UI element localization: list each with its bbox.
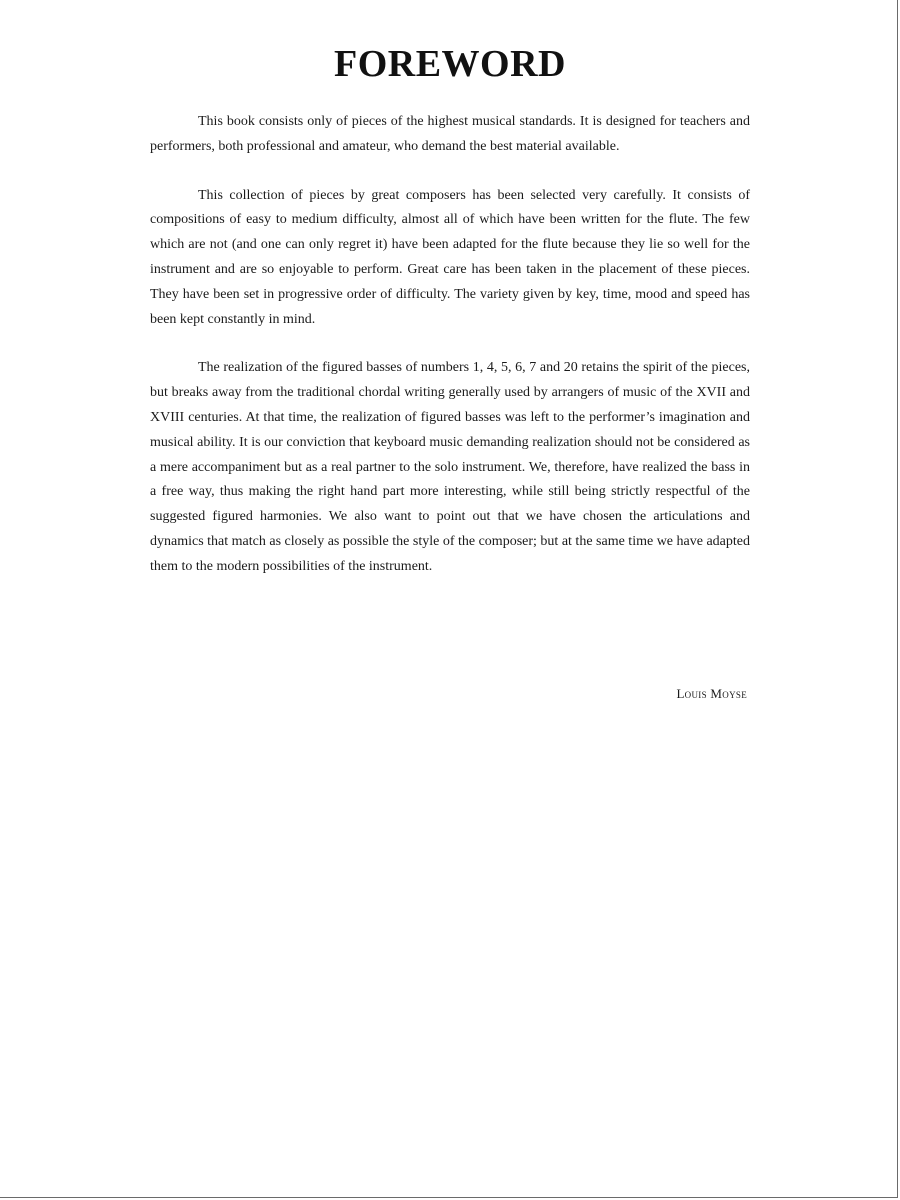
page-title: FOREWORD: [334, 43, 566, 85]
paragraph-2: This collection of pieces by great composers has been selected very carefully. It consists of compositions of easy to medium difficulty, almost all of which have been written for the flute. The few which are not (and one can only regret it) have been adapted for the flute because they lie so well for the instrument and are so enjoyable to perform. Great care has been taken in the placement of these pieces. They have been set in progressive order of difficulty. The variety given by key, time, mood and speed has been kept constantly in mind.: [150, 187, 750, 327]
paragraph-1: This book consists only of pieces of the highest musical standards. It is designed for teachers and performers, both professional and amateur, who demand the best material available.: [150, 114, 750, 154]
foreword-body: [150, 110, 750, 604]
author-signature: Louis Moyse: [676, 686, 747, 701]
paragraph-3: The realization of the figured basses of numbers 1, 4, 5, 6, 7 and 20 retains the spirit of the pieces, but breaks away from the traditional chordal writing generally used by arrangers of music of the XVII and XVIII centuries. At that time, the realization of figured basses was left to the performer’s imagination and musical ability. It is our conviction that keyboard music demanding realization should not be considered as a mere accompaniment but as a real partner to the solo instrument. We, therefore, have realized the bass in a free way, thus making the right hand part more interesting, while still being strictly respectful of the suggested figured harmonies. We also want to point out that we have chosen the articulations and dynamics that match as closely as possible the style of the composer; but at the same time we have adapted them to the modern possibilities of the instrument.: [150, 360, 750, 574]
